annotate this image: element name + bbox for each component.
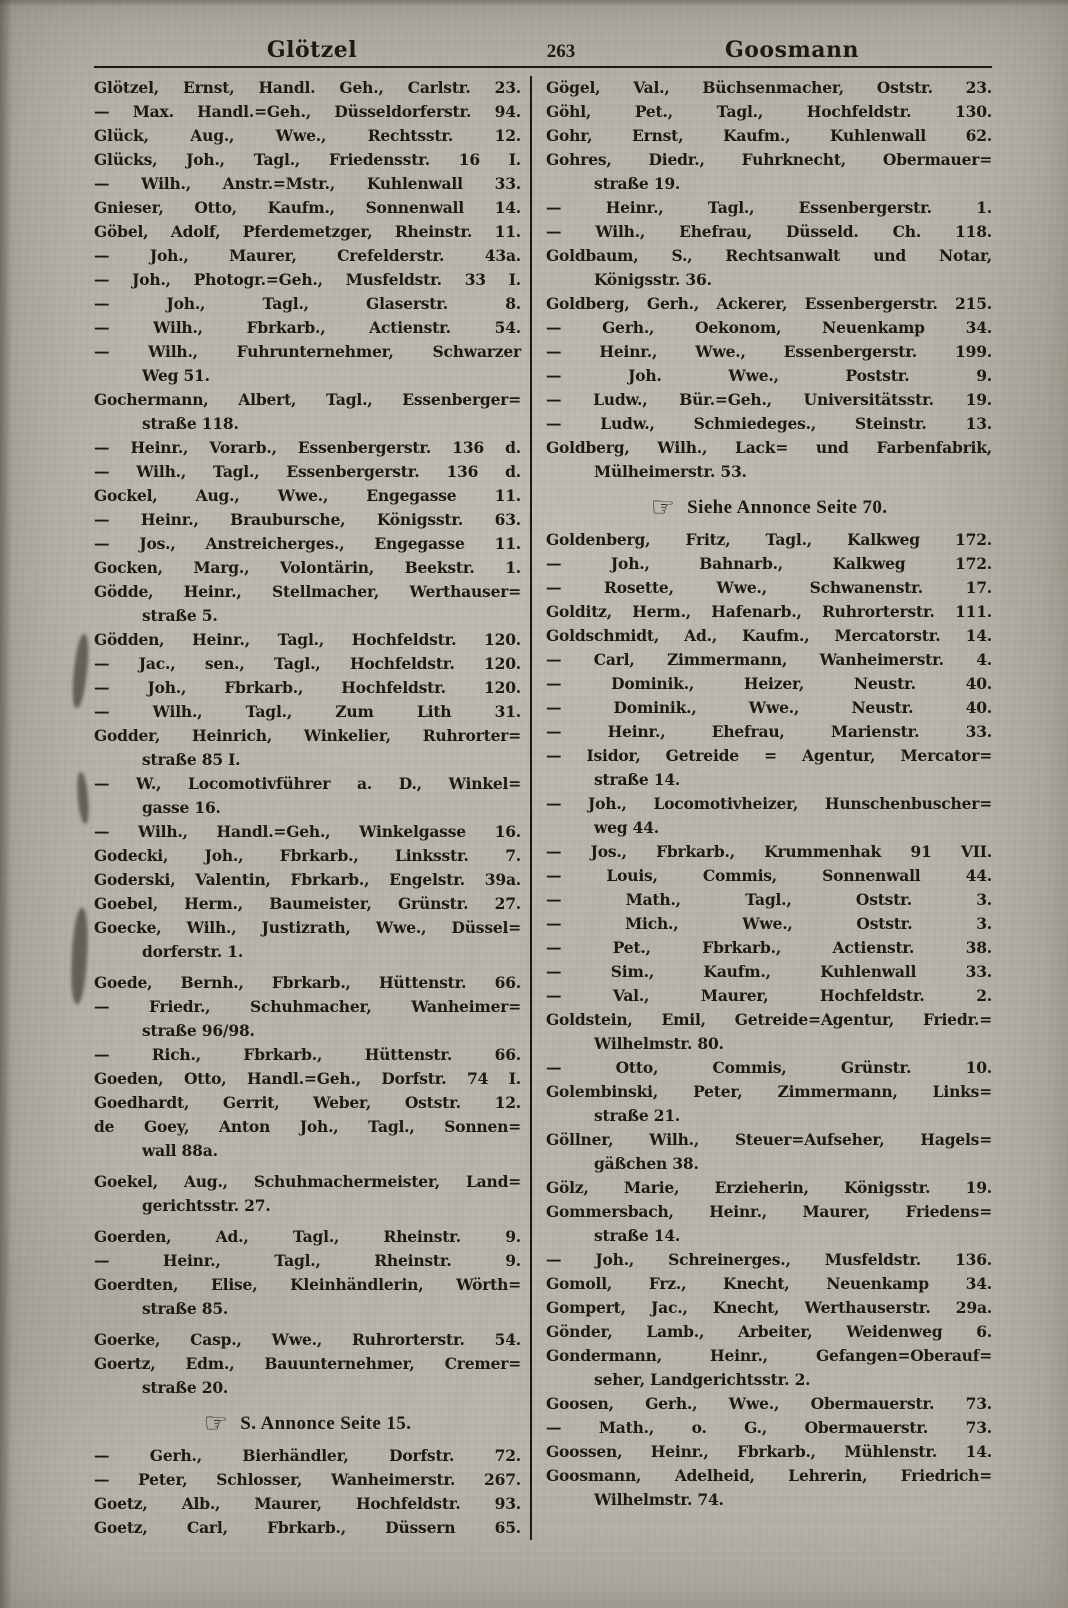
directory-entry xyxy=(94,124,521,148)
directory-entry xyxy=(546,600,992,624)
entry-line: de Goey, Anton Joh., Tagl., Sonnen= xyxy=(94,1117,521,1136)
entry-line: straße 21. xyxy=(594,1106,681,1125)
entry-line: Mülheimerstr. 53. xyxy=(594,462,747,481)
directory-entry xyxy=(546,1248,992,1272)
entry-line: — Wilh., Fbrkarb., Actienstr. 54. xyxy=(94,318,521,337)
entry-line: — Heinr., Tagl., Essenbergerstr. 1. xyxy=(546,198,992,217)
annonce-entry xyxy=(94,1408,521,1439)
directory-entry xyxy=(546,744,992,792)
directory-entry xyxy=(546,436,992,484)
entry-line: Gondermann, Heinr., Gefangen=Oberauf= xyxy=(546,1346,992,1365)
entry-line: Wilhelmstr. 80. xyxy=(594,1034,724,1053)
entry-line: Gomoll, Frz., Knecht, Neuenkamp 34. xyxy=(546,1274,992,1293)
entry-line: — Wilh., Handl.=Geh., Winkelgasse 16. xyxy=(94,822,521,841)
entry-line: — Joh., Maurer, Crefelderstr. 43a. xyxy=(94,246,521,265)
directory-entry xyxy=(546,76,992,100)
directory-entry xyxy=(94,1043,521,1067)
directory-entry xyxy=(94,508,521,532)
entry-line: gerichtsstr. 27. xyxy=(142,1196,271,1215)
entry-line: straße 96/98. xyxy=(142,1021,255,1040)
directory-entry xyxy=(546,316,992,340)
entry-line: Goekel, Aug., Schuhmachermeister, Land= xyxy=(94,1172,521,1191)
directory-entry xyxy=(94,652,521,676)
directory-entry xyxy=(94,1492,521,1516)
entry-line: straße 14. xyxy=(594,1226,681,1245)
entry-line: Goebel, Herm., Baumeister, Grünstr. 27. xyxy=(94,894,521,913)
entry-line: Gochermann, Albert, Tagl., Essenberger= xyxy=(94,390,521,409)
entry-line: — Rosette, Wwe., Schwanenstr. 17. xyxy=(546,578,992,597)
directory-entry xyxy=(94,772,521,820)
entry-line: Göllner, Wilh., Steuer=Aufseher, Hagels= xyxy=(546,1130,992,1149)
entry-line: — Wilh., Tagl., Zum Lith 31. xyxy=(94,702,521,721)
directory-entry xyxy=(546,1176,992,1200)
directory-entry xyxy=(546,1008,992,1056)
directory-entry xyxy=(94,148,521,172)
directory-entry xyxy=(546,576,992,600)
manicule-icon: ☞ xyxy=(650,492,676,523)
directory-entry xyxy=(546,220,992,244)
entry-line: — Wilh., Fuhrunternehmer, Schwarzer xyxy=(94,342,521,361)
directory-entry xyxy=(94,460,521,484)
entry-line: Gohr, Ernst, Kaufm., Kuhlenwall 62. xyxy=(546,126,992,145)
directory-entry xyxy=(546,388,992,412)
directory-entry xyxy=(546,1320,992,1344)
entry-line: straße 19. xyxy=(594,174,681,193)
entry-line: dorferstr. 1. xyxy=(142,942,244,961)
directory-entry xyxy=(94,1091,521,1115)
entry-line: Goerden, Ad., Tagl., Rheinstr. 9. xyxy=(94,1227,521,1246)
directory-entry xyxy=(94,1444,521,1468)
entry-line: Gödde, Heinr., Stellmacher, Werthauser= xyxy=(94,582,521,601)
entry-line: Gögel, Val., Büchsenmacher, Oststr. 23. xyxy=(546,78,992,97)
left-column xyxy=(94,76,530,1540)
directory-entry xyxy=(546,1056,992,1080)
entry-line: Glücks, Joh., Tagl., Friedensstr. 16 I. xyxy=(94,150,521,169)
entry-line: Gommersbach, Heinr., Maurer, Friedens= xyxy=(546,1202,992,1221)
directory-entry xyxy=(94,76,521,100)
directory-entry xyxy=(94,676,521,700)
entry-line: — Heinr., Ehefrau, Marienstr. 33. xyxy=(546,722,992,741)
directory-entry xyxy=(546,552,992,576)
entry-line: — Pet., Fbrkarb., Actienstr. 38. xyxy=(546,938,992,957)
entry-line: Königsstr. 36. xyxy=(594,270,712,289)
directory-entry xyxy=(94,436,521,460)
entry-line: Goosen, Gerh., Wwe., Obermauerstr. 73. xyxy=(546,1394,992,1413)
directory-entry xyxy=(94,971,521,995)
entry-line: Glück, Aug., Wwe., Rechtsstr. 12. xyxy=(94,126,521,145)
directory-entry xyxy=(546,1440,992,1464)
directory-entry xyxy=(94,1170,521,1218)
directory-entry xyxy=(94,1225,521,1249)
directory-entry xyxy=(94,1328,521,1352)
entry-line: Goldberg, Wilh., Lack= und Farbenfabrik, xyxy=(546,438,992,457)
entry-line: — Gerh., Oekonom, Neuenkamp 34. xyxy=(546,318,992,337)
directory-entry xyxy=(546,912,992,936)
entry-line: Goerke, Casp., Wwe., Ruhrorterstr. 54. xyxy=(94,1330,521,1349)
entry-line: — Wilh., Tagl., Essenbergerstr. 136 d. xyxy=(94,462,521,481)
directory-entry xyxy=(546,1344,992,1392)
entry-line: — Dominik., Heizer, Neustr. 40. xyxy=(546,674,992,693)
entry-line: Gockel, Aug., Wwe., Engegasse 11. xyxy=(94,486,521,505)
entry-line: Goosmann, Adelheid, Lehrerin, Friedrich= xyxy=(546,1466,992,1485)
directory-entry xyxy=(94,172,521,196)
entry-line: Gnieser, Otto, Kaufm., Sonnenwall 14. xyxy=(94,198,521,217)
entry-line: — Heinr., Vorarb., Essenbergerstr. 136 d. xyxy=(94,438,521,457)
entry-line: Gönder, Lamb., Arbeiter, Weidenweg 6. xyxy=(546,1322,992,1341)
entry-line: Golditz, Herm., Hafenarb., Ruhrorterstr. 111. xyxy=(546,602,992,621)
entry-line: straße 118. xyxy=(142,414,239,433)
entry-line: — W., Locomotivführer a. D., Winkel= xyxy=(94,774,521,793)
entry-line: — Gerh., Bierhändler, Dorfstr. 72. xyxy=(94,1446,521,1465)
directory-entry xyxy=(94,628,521,652)
entry-line: straße 85 I. xyxy=(142,750,241,769)
entry-line: Gölz, Marie, Erzieherin, Königsstr. 19. xyxy=(546,1178,992,1197)
directory-entry xyxy=(94,1516,521,1540)
directory-entry xyxy=(546,528,992,552)
entry-line: Godecki, Joh., Fbrkarb., Linksstr. 7. xyxy=(94,846,521,865)
directory-entry xyxy=(546,624,992,648)
entry-line: Weg 51. xyxy=(142,366,210,385)
entry-line: — Heinr., Braubursche, Königsstr. 63. xyxy=(94,510,521,529)
directory-entry xyxy=(94,532,521,556)
directory-entry xyxy=(546,840,992,864)
directory-entry xyxy=(546,292,992,316)
directory-entry xyxy=(546,148,992,196)
entry-line: straße 85. xyxy=(142,1299,229,1318)
entry-line: — Joh., Fbrkarb., Hochfeldstr. 120. xyxy=(94,678,521,697)
manicule-icon: ☞ xyxy=(203,1408,229,1439)
entry-line: Goetz, Alb., Maurer, Hochfeldstr. 93. xyxy=(94,1494,521,1513)
entry-line: seher, Landgerichtsstr. 2. xyxy=(594,1370,811,1389)
entry-line: weg 44. xyxy=(594,818,660,837)
directory-entry xyxy=(546,864,992,888)
directory-entry xyxy=(94,700,521,724)
directory-entry xyxy=(546,340,992,364)
directory-entry xyxy=(94,316,521,340)
page-number: 263 xyxy=(546,41,576,62)
entry-line: Goedhardt, Gerrit, Weber, Oststr. 12. xyxy=(94,1093,521,1112)
entry-line: straße 14. xyxy=(594,770,681,789)
entry-line: Göhl, Pet., Tagl., Hochfeldstr. 130. xyxy=(546,102,992,121)
annonce-text: Siehe Annonce Seite 70. xyxy=(687,497,888,518)
entry-line: Göbel, Adolf, Pferdemetzger, Rheinstr. 11. xyxy=(94,222,521,241)
entry-line: gasse 16. xyxy=(142,798,221,817)
directory-entry xyxy=(94,220,521,244)
directory-entry xyxy=(94,724,521,772)
entry-line: — Joh. Wwe., Poststr. 9. xyxy=(546,366,992,385)
entry-line: — Louis, Commis, Sonnenwall 44. xyxy=(546,866,992,885)
page-header xyxy=(94,20,992,66)
entry-line: — Math., Tagl., Oststr. 3. xyxy=(546,890,992,909)
entry-line: — Friedr., Schuhmacher, Wanheimer= xyxy=(94,997,521,1016)
directory-entry xyxy=(94,196,521,220)
directory-entry xyxy=(94,995,521,1043)
directory-entry xyxy=(94,1468,521,1492)
entry-line: — Dominik., Wwe., Neustr. 40. xyxy=(546,698,992,717)
entry-line: Godder, Heinrich, Winkelier, Ruhrorter= xyxy=(94,726,521,745)
directory-entry xyxy=(94,244,521,268)
directory-entry xyxy=(546,1464,992,1512)
directory-entry xyxy=(546,984,992,1008)
entry-line: — Joh., Schreinerges., Musfeldstr. 136. xyxy=(546,1250,992,1269)
entry-line: — Isidor, Getreide = Agentur, Mercator= xyxy=(546,746,992,765)
entry-line: gäßchen 38. xyxy=(594,1154,699,1173)
directory-entry xyxy=(94,820,521,844)
entry-line: — Max. Handl.=Geh., Düsseldorferstr. 94. xyxy=(94,102,521,121)
directory-entry xyxy=(546,936,992,960)
left-column-title: Glötzel xyxy=(266,37,358,63)
directory-entry xyxy=(546,888,992,912)
entry-line: Goldenberg, Fritz, Tagl., Kalkweg 172. xyxy=(546,530,992,549)
directory-entry xyxy=(546,1296,992,1320)
entry-line: — Joh., Tagl., Glaserstr. 8. xyxy=(94,294,521,313)
entry-line: Goetz, Carl, Fbrkarb., Düssern 65. xyxy=(94,1518,521,1537)
entry-line: Goerdten, Elise, Kleinhändlerin, Wörth= xyxy=(94,1275,521,1294)
directory-entry xyxy=(546,1200,992,1248)
entry-line: — Jac., sen., Tagl., Hochfeldstr. 120. xyxy=(94,654,521,673)
entry-line: — Val., Maurer, Hochfeldstr. 2. xyxy=(546,986,992,1005)
directory-entry xyxy=(546,648,992,672)
entry-line: Wilhelmstr. 74. xyxy=(594,1490,724,1509)
directory-entry xyxy=(94,844,521,868)
directory-entry xyxy=(94,1249,521,1273)
entry-line: Golembinski, Peter, Zimmermann, Links= xyxy=(546,1082,992,1101)
entry-line: — Heinr., Tagl., Rheinstr. 9. xyxy=(94,1251,521,1270)
directory-entry xyxy=(94,268,521,292)
annonce-entry xyxy=(546,492,992,523)
entry-line: Goldschmidt, Ad., Kaufm., Mercatorstr. 14. xyxy=(546,626,992,645)
entry-line: — Ludw., Schmiedeges., Steinstr. 13. xyxy=(546,414,992,433)
directory-entry xyxy=(546,792,992,840)
entry-line: Goossen, Heinr., Fbrkarb., Mühlenstr. 14. xyxy=(546,1442,992,1461)
entry-line: straße 20. xyxy=(142,1378,229,1397)
entry-line: Gohres, Diedr., Fuhrknecht, Obermauer= xyxy=(546,150,992,169)
entry-line: — Joh., Bahnarb., Kalkweg 172. xyxy=(546,554,992,573)
entry-line: — Wilh., Anstr.=Mstr., Kuhlenwall 33. xyxy=(94,174,521,193)
entry-line: Gompert, Jac., Knecht, Werthauserstr. 29a. xyxy=(546,1298,992,1317)
entry-line: — Peter, Schlosser, Wanheimerstr. 267. xyxy=(94,1470,521,1489)
entry-line: Goertz, Edm., Bauunternehmer, Cremer= xyxy=(94,1354,521,1373)
entry-line: — Sim., Kaufm., Kuhlenwall 33. xyxy=(546,962,992,981)
right-column-title: Goosmann xyxy=(724,37,860,63)
directory-entry xyxy=(94,388,521,436)
directory-entry xyxy=(546,1272,992,1296)
directory-entry xyxy=(94,580,521,628)
directory-entry xyxy=(546,412,992,436)
entry-line: — Ludw., Bür.=Geh., Universitätsstr. 19. xyxy=(546,390,992,409)
directory-entry xyxy=(94,556,521,580)
entry-line: — Jos., Anstreicherges., Engegasse 11. xyxy=(94,534,521,553)
annonce-text: S. Annonce Seite 15. xyxy=(240,1413,412,1434)
entry-line: — Otto, Commis, Grünstr. 10. xyxy=(546,1058,992,1077)
entry-line: straße 5. xyxy=(142,606,218,625)
directory-columns xyxy=(94,76,992,1540)
entry-line: Gödden, Heinr., Tagl., Hochfeldstr. 120. xyxy=(94,630,521,649)
entry-line: — Heinr., Wwe., Essenbergerstr. 199. xyxy=(546,342,992,361)
entry-line: Goderski, Valentin, Fbrkarb., Engelstr. 39a. xyxy=(94,870,521,889)
entry-line: Glötzel, Ernst, Handl. Geh., Carlstr. 23. xyxy=(94,78,521,97)
directory-entry xyxy=(546,720,992,744)
directory-entry xyxy=(546,196,992,220)
directory-entry xyxy=(94,1352,521,1400)
directory-entry xyxy=(94,916,521,964)
entry-line: — Jos., Fbrkarb., Krummenhak 91 VII. xyxy=(546,842,992,861)
directory-entry xyxy=(94,868,521,892)
directory-entry xyxy=(546,364,992,388)
entry-line: Goecke, Wilh., Justizrath, Wwe., Düssel= xyxy=(94,918,521,937)
header-rule xyxy=(94,66,992,68)
directory-entry xyxy=(546,1416,992,1440)
directory-entry xyxy=(546,696,992,720)
entry-line: — Joh., Photogr.=Geh., Musfeldstr. 33 I. xyxy=(94,270,521,289)
directory-entry xyxy=(94,892,521,916)
entry-line: — Math., o. G., Obermauerstr. 73. xyxy=(546,1418,992,1437)
directory-entry xyxy=(546,1392,992,1416)
directory-entry xyxy=(546,124,992,148)
entry-line: — Mich., Wwe., Oststr. 3. xyxy=(546,914,992,933)
entry-line: — Rich., Fbrkarb., Hüttenstr. 66. xyxy=(94,1045,521,1064)
directory-entry xyxy=(94,1115,521,1163)
entry-line: Goldbaum, S., Rechtsanwalt und Notar, xyxy=(546,246,992,265)
right-column xyxy=(532,76,992,1540)
directory-entry xyxy=(546,244,992,292)
directory-entry xyxy=(546,1128,992,1176)
entry-line: Goldstein, Emil, Getreide=Agentur, Friedr.= xyxy=(546,1010,992,1029)
entry-line: Goede, Bernh., Fbrkarb., Hüttenstr. 66. xyxy=(94,973,521,992)
entry-line: Goldberg, Gerh., Ackerer, Essenbergerstr. 215. xyxy=(546,294,992,313)
directory-entry xyxy=(94,100,521,124)
entry-line: wall 88a. xyxy=(142,1141,218,1160)
directory-entry xyxy=(546,1080,992,1128)
directory-entry xyxy=(94,1273,521,1321)
directory-entry xyxy=(94,292,521,316)
directory-entry xyxy=(546,100,992,124)
entry-line: — Carl, Zimmermann, Wanheimerstr. 4. xyxy=(546,650,992,669)
entry-line: Gocken, Marg., Volontärin, Beekstr. 1. xyxy=(94,558,521,577)
directory-entry xyxy=(94,340,521,388)
entry-line: — Joh., Locomotivheizer, Hunschenbuscher= xyxy=(546,794,992,813)
entry-line: — Wilh., Ehefrau, Düsseld. Ch. 118. xyxy=(546,222,992,241)
directory-entry xyxy=(94,1067,521,1091)
directory-entry xyxy=(546,672,992,696)
directory-entry xyxy=(546,960,992,984)
entry-line: Goeden, Otto, Handl.=Geh., Dorfstr. 74 I. xyxy=(94,1069,521,1088)
directory-entry xyxy=(94,484,521,508)
